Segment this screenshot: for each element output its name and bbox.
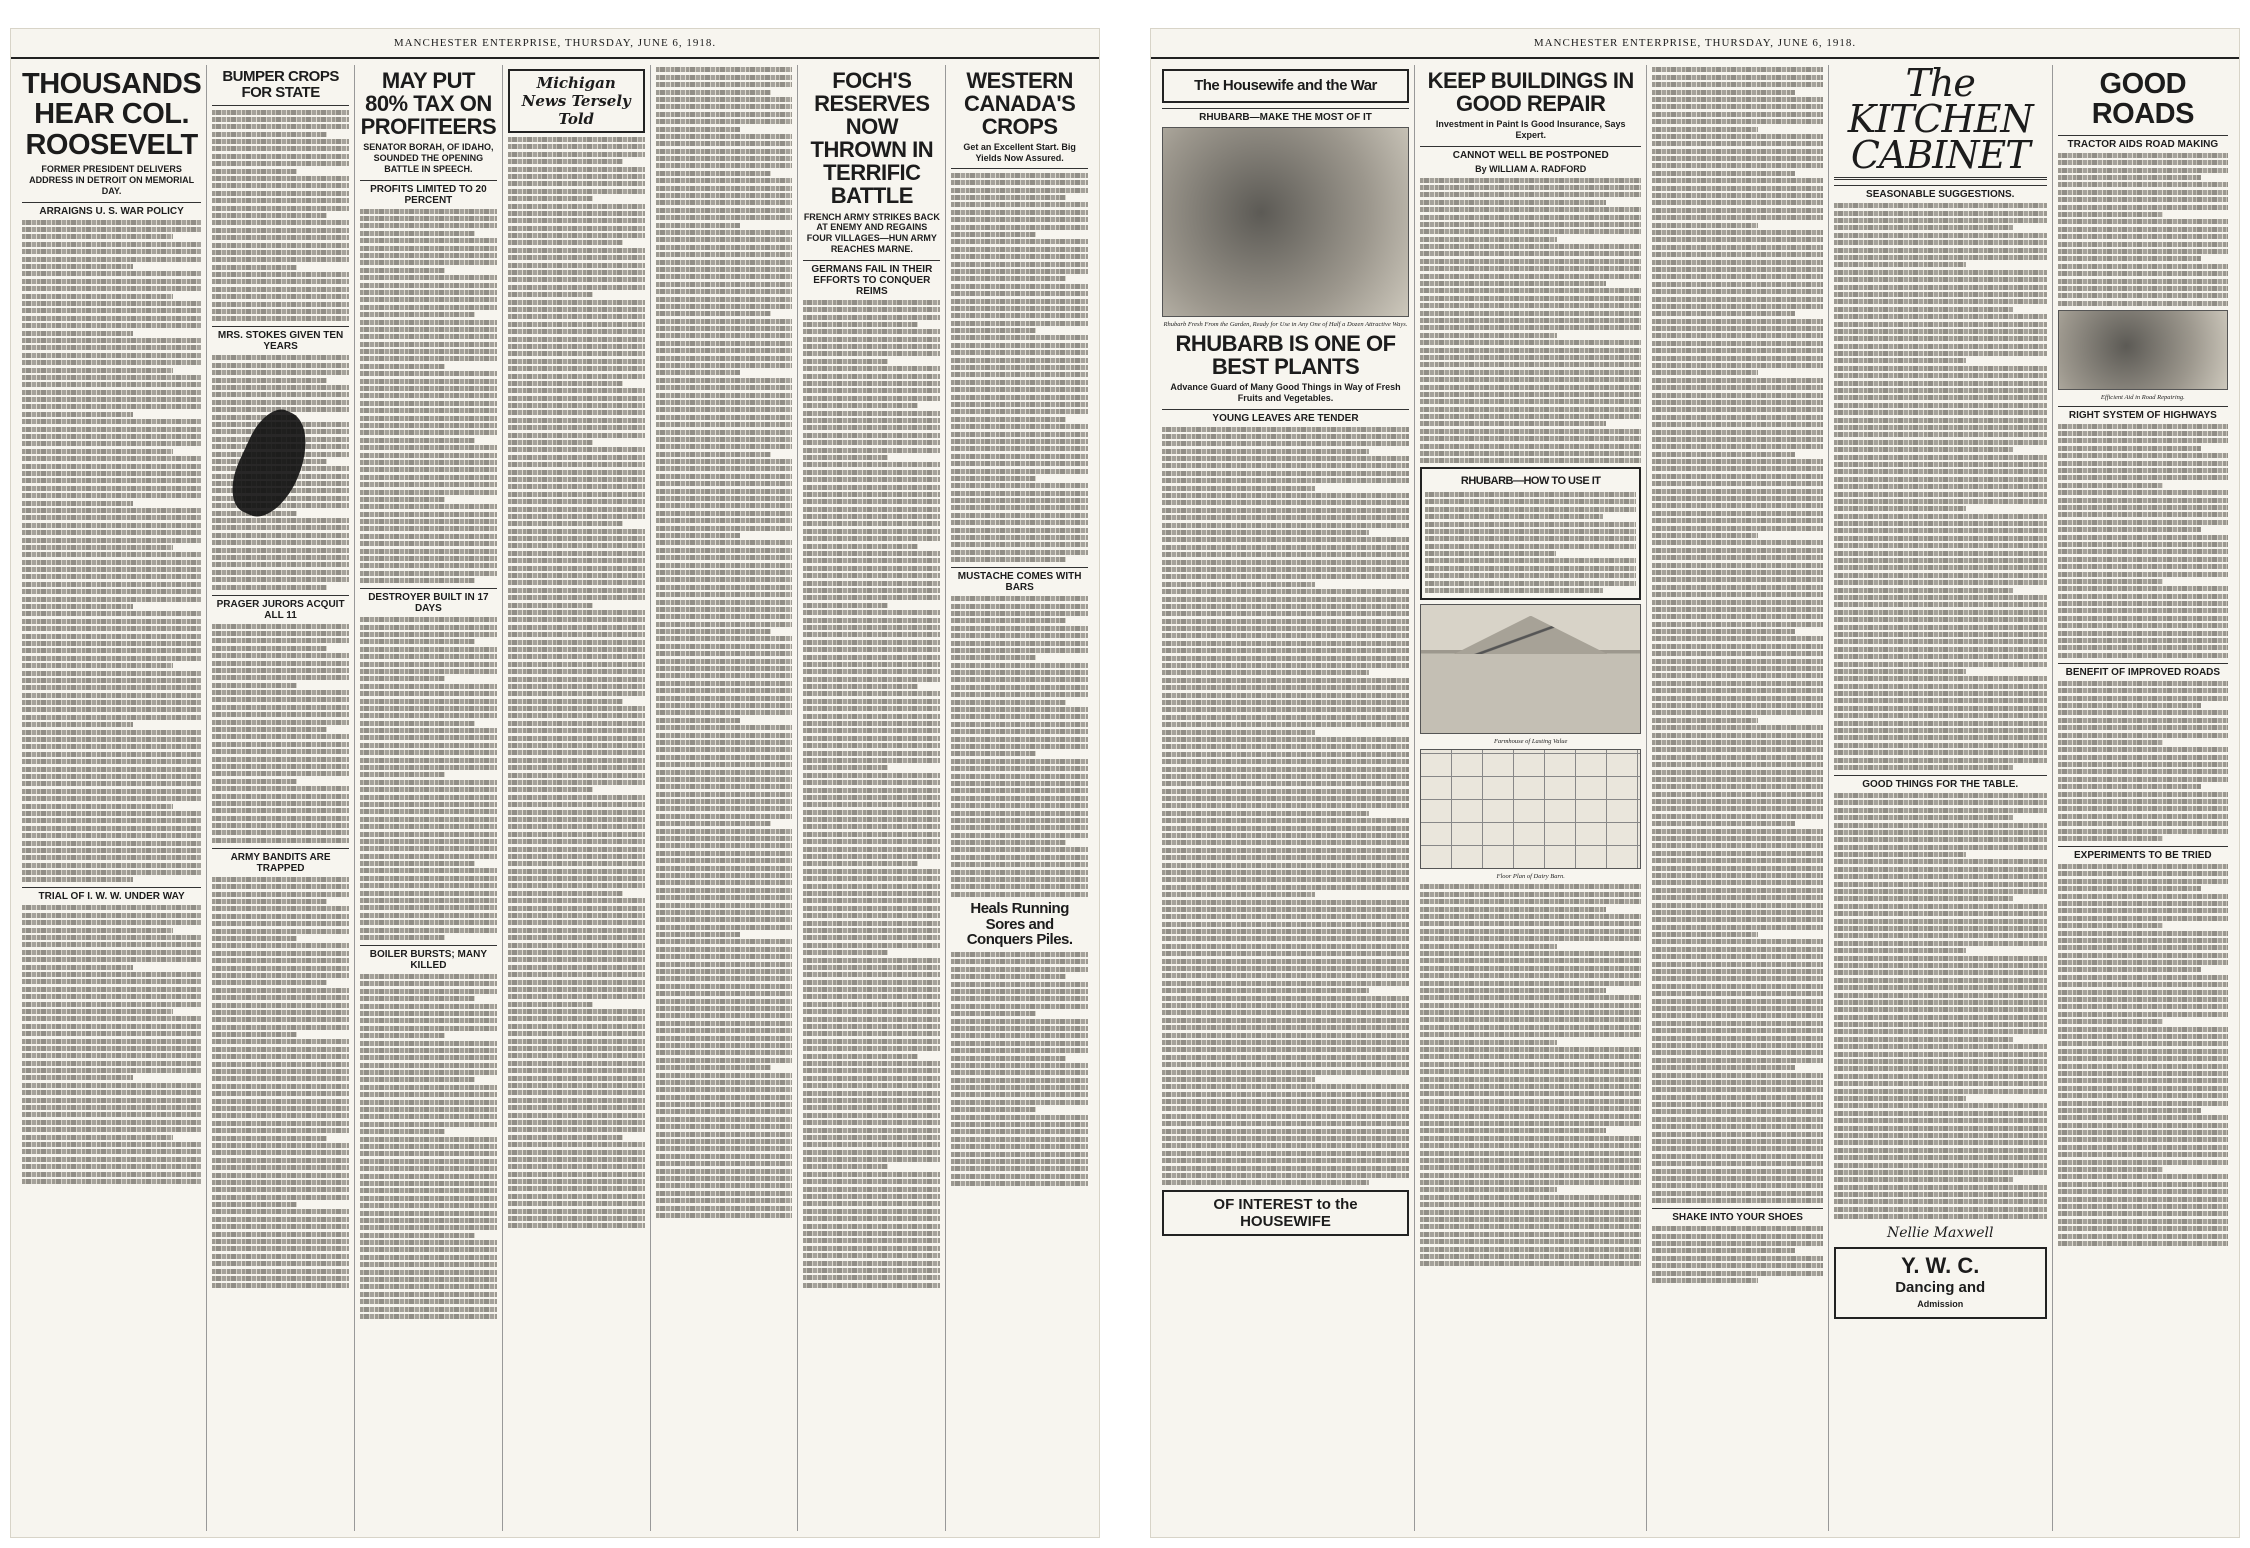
floor-plan-caption: Floor Plan of Dairy Barn.: [1496, 873, 1565, 881]
column-3: [355, 65, 503, 1531]
rhubarb-how-to-box: [1420, 467, 1641, 600]
article-body: [951, 173, 1088, 562]
headline-keep-buildings: KEEP BUILDINGS IN GOOD REPAIR: [1427, 68, 1634, 117]
article-body: [508, 137, 645, 1228]
subhead-war-policy: ARRAIGNS U. S. WAR POLICY: [22, 202, 201, 217]
article-body: [656, 67, 793, 1218]
rhubarb-photo-caption: Rhubarb Fresh From the Garden, Ready for Use in Any One of Half a Dozen Attractive Ways.: [1163, 320, 1408, 328]
column-2: [1415, 65, 1647, 1531]
box-title: RHUBARB—HOW TO USE IT: [1460, 475, 1601, 488]
deck-foch: FRENCH ARMY STRIKES BACK AT ENEMY AND REGAINS FOUR VILLAGES—HUN ARMY REACHES MARNE.: [803, 211, 940, 254]
subhead-boiler-bursts: BOILER BURSTS; MANY KILLED: [360, 945, 497, 971]
column-5: [2053, 65, 2233, 1531]
headline-western-canada: WESTERN CANADA'S CROPS: [964, 68, 1076, 140]
column-7: [946, 65, 1093, 1531]
subhead-rhubarb-make-most: RHUBARB—MAKE THE MOST OF IT: [1162, 108, 1409, 123]
newspaper-page-left: [10, 28, 1100, 1538]
subhead-benefit-roads: BENEFIT OF IMPROVED ROADS: [2058, 663, 2228, 678]
tractor-caption: Efficient Aid in Road Repairing.: [2100, 393, 2185, 401]
column-4: [503, 65, 651, 1531]
column-1: [1157, 65, 1415, 1531]
article-body: [22, 220, 201, 883]
michigan-news-box: [508, 69, 645, 133]
subhead-right-system: RIGHT SYSTEM OF HIGHWAYS: [2058, 406, 2228, 421]
housewife-war-box: [1162, 69, 1409, 103]
article-body: [1652, 1226, 1822, 1283]
article-body: [360, 974, 497, 1319]
deck-profiteers: SENATOR BORAH, OF IDAHO, SOUNDED THE OPENING BATTLE IN SPEECH.: [363, 142, 494, 174]
subhead-seasonable: SEASONABLE SUGGESTIONS.: [1834, 185, 2047, 200]
box-body: [1425, 492, 1636, 593]
article-body: [951, 596, 1088, 897]
article-body: [2058, 864, 2228, 1246]
subhead-army-bandits: ARMY BANDITS ARE TRAPPED: [212, 848, 349, 874]
ad-ywc: [1834, 1247, 2047, 1319]
page-masthead: MANCHESTER ENTERPRISE, THURSDAY, JUNE 6, 1918.: [1151, 29, 2239, 59]
subhead-tractor: TRACTOR AIDS ROAD MAKING: [2058, 135, 2228, 150]
barn-floor-plan: [1420, 749, 1641, 869]
article-body: [1162, 427, 1409, 1186]
ad-of-interest-housewife: [1162, 1190, 1409, 1236]
page-gutter: [1100, 0, 1150, 1548]
farmhouse-illustration: [1420, 604, 1641, 734]
subhead-mrs-stokes: MRS. STOKES GIVEN TEN YEARS: [212, 326, 349, 352]
subhead-good-things: GOOD THINGS FOR THE TABLE.: [1834, 775, 2047, 790]
article-body: [951, 952, 1088, 1186]
subhead-germans-fail: GERMANS FAIL IN THEIR EFFORTS TO CONQUER REIMS: [803, 260, 940, 297]
page-masthead: MANCHESTER ENTERPRISE, THURSDAY, JUNE 6, 1918.: [11, 29, 1099, 59]
headline-bumper-crops: BUMPER CROPS FOR STATE: [222, 68, 339, 101]
article-body: [2058, 681, 2228, 841]
headline-rhubarb-best: RHUBARB IS ONE OF BEST PLANTS: [1175, 330, 1396, 379]
signature-nellie-maxwell: Nellie Maxwell: [1886, 1225, 1994, 1242]
article-body: [212, 110, 349, 322]
column-4: [1829, 61, 2053, 1531]
article-body: [360, 209, 497, 584]
deck-rhubarb: Advance Guard of Many Good Things in Way of Fresh Fruits and Vegetables.: [1170, 381, 1401, 403]
column-5: [651, 65, 799, 1531]
article-body: [212, 624, 349, 843]
tractor-photo: [2058, 310, 2228, 390]
subhead-destroyer: DESTROYER BUILT IN 17 DAYS: [360, 588, 497, 614]
headline-good-roads: GOOD ROADS: [2091, 68, 2194, 131]
article-body: [1834, 793, 2047, 1219]
subhead-young-leaves: YOUNG LEAVES ARE TENDER: [1162, 409, 1409, 424]
page-columns: [1157, 61, 2233, 1531]
article-body: [212, 877, 349, 1288]
page-columns: [17, 65, 1093, 1531]
headline-kitchen-cabinet: The KITCHEN CABINET: [1847, 61, 2033, 178]
headline-housewife-war: The Housewife and the War: [1194, 77, 1377, 94]
ad-ywc-small: Admission: [1917, 1299, 1964, 1310]
column-3: [1647, 65, 1828, 1531]
article-body: [1420, 884, 1641, 1266]
subhead-cannot-postpone: CANNOT WELL BE POSTPONED: [1420, 146, 1641, 161]
headline-michigan-news: Michigan News Tersely Told: [521, 74, 631, 128]
article-body: [1652, 67, 1822, 1203]
ad-headline: OF INTEREST to the HOUSEWIFE: [1213, 1196, 1358, 1231]
article-body: [803, 300, 940, 1288]
farmhouse-caption: Farmhouse of Lasting Value: [1493, 738, 1568, 746]
column-6: [798, 65, 946, 1531]
article-body: [1420, 178, 1641, 464]
divider: [1834, 177, 2047, 180]
ad-ywc-title: Y. W. C.: [1901, 1253, 1980, 1279]
article-body: [22, 905, 201, 1183]
column-1: [17, 65, 207, 1531]
article-body: [2058, 153, 2228, 306]
headline-profiteers: MAY PUT 80% TAX ON PROFITEERS: [360, 68, 497, 140]
headline-roosevelt: THOUSANDS HEAR COL. ROOSEVELT: [22, 68, 202, 161]
byline: By WILLIAM A. RADFORD: [1475, 163, 1587, 174]
subhead-profits-limited: PROFITS LIMITED TO 20 PERCENT: [360, 180, 497, 206]
headline-foch-reserves: FOCH'S RESERVES NOW THROWN IN TERRIFIC BATTLE: [810, 68, 934, 209]
article-body: [1834, 203, 2047, 770]
deck-canada: Get an Excellent Start. Big Yields Now Assured.: [963, 142, 1076, 164]
ad-heals-sores: Heals Running Sores and Conquers Piles.: [966, 899, 1073, 949]
ad-ywc-line: Dancing and: [1895, 1279, 1986, 1297]
divider: [951, 168, 1088, 169]
subhead-iww-trial: TRIAL OF I. W. W. UNDER WAY: [22, 887, 201, 902]
divider: [212, 105, 349, 106]
subhead-mustache: MUSTACHE COMES WITH BARS: [951, 567, 1088, 593]
article-body: [360, 617, 497, 940]
subhead-experiments: EXPERIMENTS TO BE TRIED: [2058, 846, 2228, 861]
newspaper-page-right: [1150, 28, 2240, 1538]
rhubarb-photo: [1162, 127, 1409, 317]
deck-roosevelt: FORMER PRESIDENT DELIVERS ADDRESS IN DETROIT ON MEMORIAL DAY.: [29, 164, 195, 196]
ad-shake-into-shoes: SHAKE INTO YOUR SHOES: [1652, 1208, 1822, 1223]
column-2: [207, 65, 355, 1531]
deck-buildings: Investment in Paint Is Good Insurance, Says Expert.: [1435, 119, 1626, 140]
article-body: [2058, 424, 2228, 658]
subhead-prager-jurors: PRAGER JURORS ACQUIT ALL 11: [212, 595, 349, 621]
